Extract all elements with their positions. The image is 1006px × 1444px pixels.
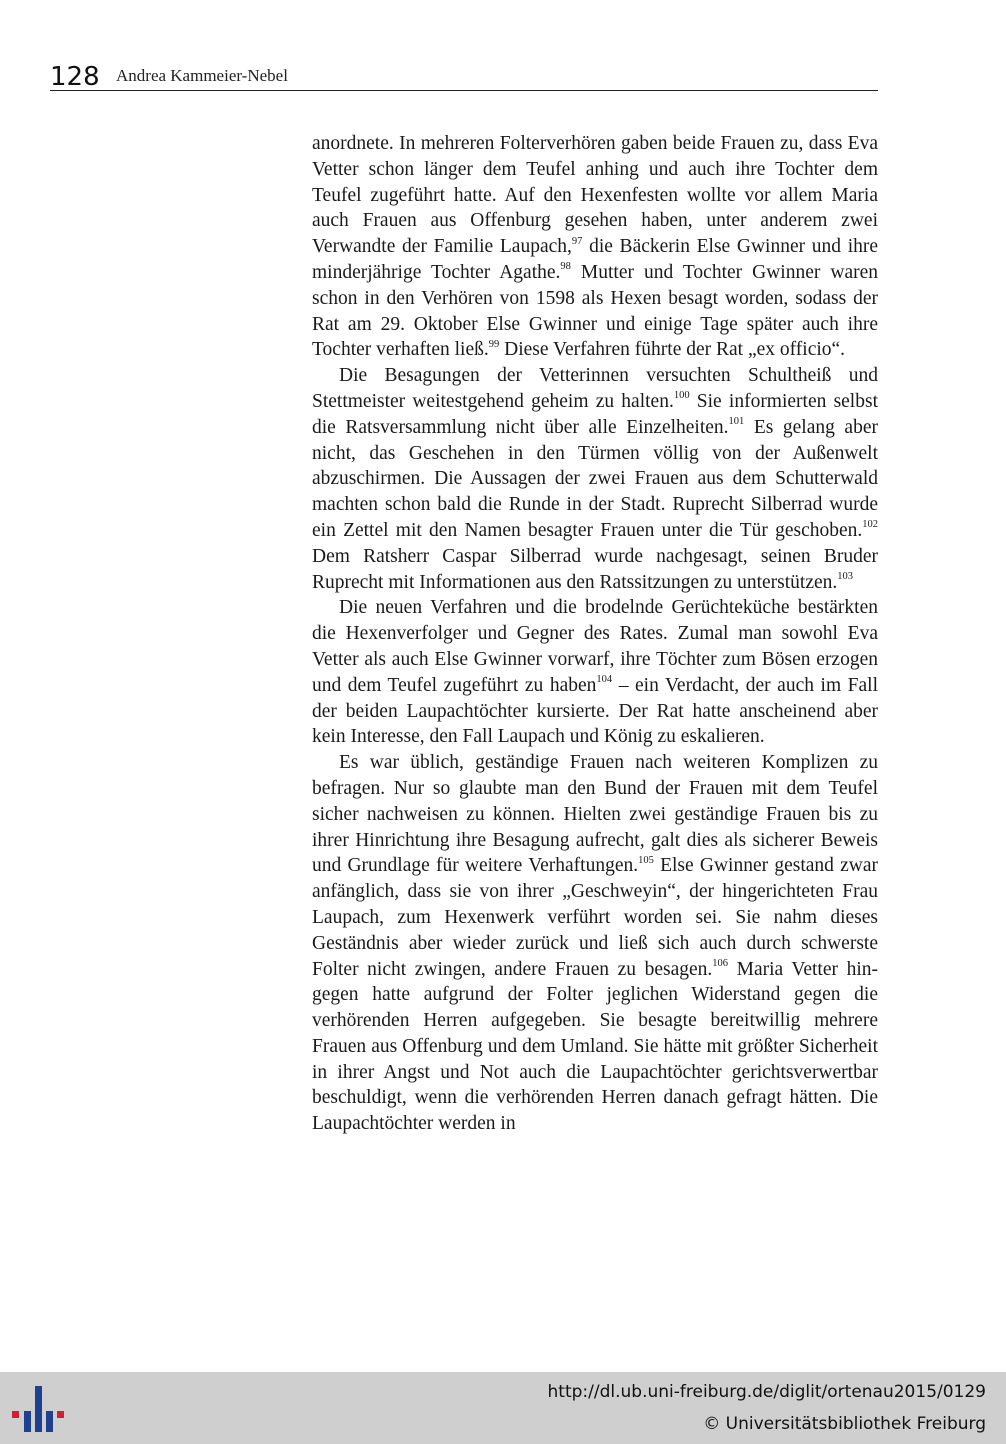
- footer-copyright: © Universitätsbibliothek Freiburg: [703, 1414, 986, 1434]
- body-paragraph: [312, 750, 878, 1137]
- footnote-reference[interactable]: 105: [638, 854, 654, 866]
- paragraph-text: – ein Verdacht, der auch im Fall der beiden Laupachtöchter kursierte. Der Rat hatte anscheinend aber kein Interesse, den Fall Laupach und König zu eskalieren.: [312, 674, 878, 748]
- paragraph-text: Die neuen Verfahren und die brodelnde Gerüchteküche bestärkten die Hexenverfolger und Gegner des Rates. Zumal man sowohl Eva Vetter als auch Else Gwinner vorwarf, ihre Töchter zum Bösen erzogen und dem Teufel zugeführt zu haben: [312, 597, 878, 696]
- running-head-author: Andrea Kammeier-Nebel: [116, 66, 288, 85]
- footnote-reference[interactable]: 99: [488, 338, 500, 350]
- paragraph-text: Sie informierten selbst die Ratsversammlung nicht über alle Einzelheiten.: [312, 390, 878, 438]
- paragraph-text: Es war üblich, geständige Frauen nach weiteren Komplizen zu befragen. Nur so glaubte man den Bund der Frauen mit dem Teufel sicher nachweisen zu können. Hielten zwei geständige Frauen bis zu ihrer Hinrichtung ihre Besagung aufrecht, galt dies als sicherer Beweis und Grundlage für weitere Verhaftungen.: [312, 752, 878, 877]
- footnote-reference[interactable]: 106: [712, 958, 729, 969]
- footnote-reference[interactable]: 101: [728, 416, 745, 428]
- paragraph-text: Else Gwinner gestand zwar anfänglich, dass sie von ihrer „Geschweyin“, der hingerichteten Frau Laupach, zum Hexenwerk verführt worden sei. Sie nahm dieses Geständnis aber wieder zurück und ließ sich auch durch schwerste Folter nicht zwingen, andere Frauen zu besagen.: [312, 855, 878, 980]
- paragraph-text: Die Besagungen der Vetterinnen versuchten Schultheiß und Stettmeister weitestgehend geheim zu halten.: [312, 365, 878, 412]
- footer-url-link[interactable]: http://dl.ub.uni-freiburg.de/diglit/ortenau2015/0129: [547, 1382, 986, 1402]
- footnote-reference[interactable]: 102: [862, 519, 878, 531]
- paragraph-text: Maria Vetter hingegen hatte aufgrund der Folter jeglichen Widerstand gegen die verhörenden Herren aufgegeben. Sie besagte bereitwillig mehrere Frauen aus Offenburg und dem Umland. Sie hätte mit größter Sicherheit in ihrer Angst und Not auch die Laupachtöchter gerichtsverwertbar beschuldigt, wenn die verhörenden Herren danach gefragt hätten. Die Laupachtöchter werden in: [312, 958, 879, 1135]
- paragraph-text: anordnete. In mehreren Folterverhören gaben beide Frauen zu, dass Eva Vetter schon länger dem Teufel anhing und auch ihre Tochter dem Teufel zugeführt hatte. Auf den Hexenfesten wollte vor allem Maria auch Frauen aus Offenburg gesehen haben, unter anderem zwei Verwandte der Familie Laupach,: [312, 133, 878, 258]
- paragraph-text: Es gelang aber nicht, das Geschehen in den Türmen völlig von der Außenwelt abzuschirmen. Die Aussagen der zwei Frauen aus dem Schutterwald machten schon bald die Runde in der Stadt. Ruprecht Silberrad wurde ein Zettel mit den Namen besagter Frauen unter die Tür geschoben.: [312, 416, 878, 541]
- paragraph-text: die Bäckerin Else Gwinner und ihre minderjährige Tochter Agathe.: [312, 236, 879, 283]
- body-paragraph: [312, 131, 878, 363]
- footnote-reference[interactable]: 98: [560, 261, 571, 273]
- footnote-reference[interactable]: 97: [571, 235, 583, 247]
- body-paragraph: [312, 595, 878, 750]
- body-text: [312, 131, 878, 1137]
- footnote-reference[interactable]: 100: [673, 390, 690, 402]
- footnote-reference[interactable]: 103: [837, 571, 854, 583]
- library-logo-icon[interactable]: [12, 1384, 64, 1434]
- paragraph-text: Mutter und Tochter Gwinner waren schon in den Verhören von 1598 als Hexen besagt worden, sodass der Rat am 29. Oktober Else Gwinner und einige Tage später auch ihre Tochter verhaften ließ.: [312, 261, 879, 361]
- page-header: [50, 60, 878, 91]
- footer-bar: [0, 1372, 1006, 1444]
- page-number: 128: [50, 62, 100, 92]
- paragraph-text: Diese Verfahren führte der Rat „ex officio“.: [499, 339, 846, 361]
- footnote-reference[interactable]: 104: [596, 674, 613, 686]
- paragraph-text: Dem Ratsherr Caspar Silberrad wurde nachgesagt, seinen Bruder Ruprecht mit Informationen aus den Ratssitzungen zu unterstützen.: [312, 545, 878, 593]
- body-paragraph: [312, 363, 878, 595]
